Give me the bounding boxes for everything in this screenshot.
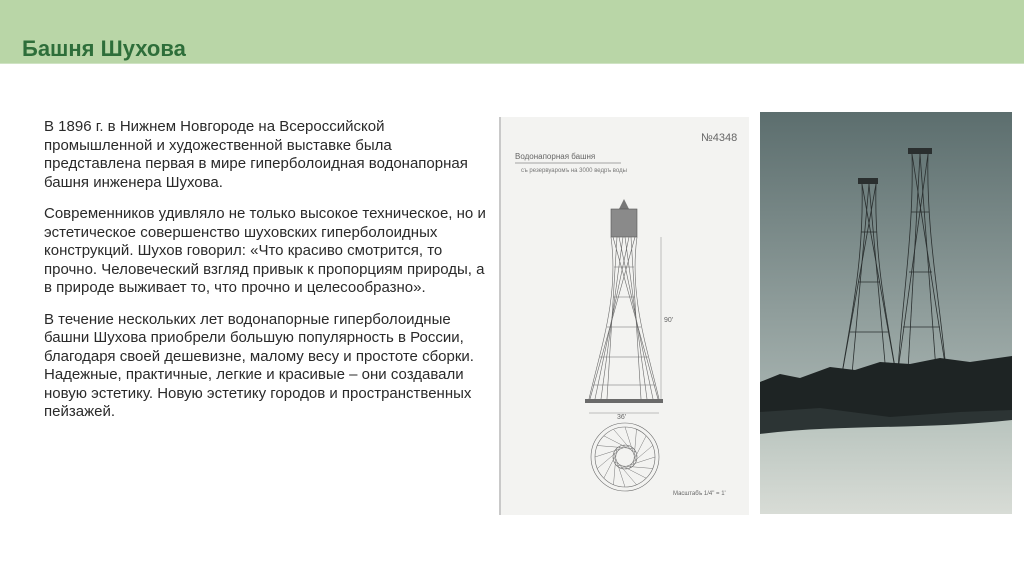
paragraph-1: В 1896 г. в Нижнем Новгороде на Всероссийской промышленной и художественной выставке была представлена первая в мире гиперболоидная водонапорная башня инженера Шухова. <box>44 118 468 191</box>
base-dimension: 36' <box>617 414 627 421</box>
height-dimension: 90' <box>664 317 674 324</box>
title-divider <box>0 63 1024 64</box>
drawing-title: Водонапорная башня <box>515 152 596 161</box>
slide-title: Башня Шухова <box>22 36 186 61</box>
scale-label: Масштабъ 1/4" = 1' <box>673 491 726 497</box>
text-block <box>44 118 489 435</box>
tower-drawing <box>499 117 749 515</box>
paragraph-2: Современников удивляло не только высокое техническое, но и эстетическое совершенство шуховских гиперболоидных конструкций. Шухов говорил: «Что красиво смотрится, то прочно. Человеческий взгляд привык к пропорциям природы, а в природе выживает то, что прочно и целесообразно». <box>44 205 486 296</box>
drawing-subtitle: съ резервуаромъ на 3000 ведръ воды <box>521 168 627 174</box>
drawing-number: №4348 <box>701 132 738 144</box>
towers-photo <box>760 112 1012 514</box>
paragraph-3: В течение нескольких лет водонапорные гиперболоидные башни Шухова приобрели большую популярность в России, благодаря своей дешевизне, малому весу и простоте сборки. Надежные, практичные, легкие и красивые – они создавали новую эстетику. Новую эстетику городов и пространственных пейзажей. <box>44 310 474 420</box>
